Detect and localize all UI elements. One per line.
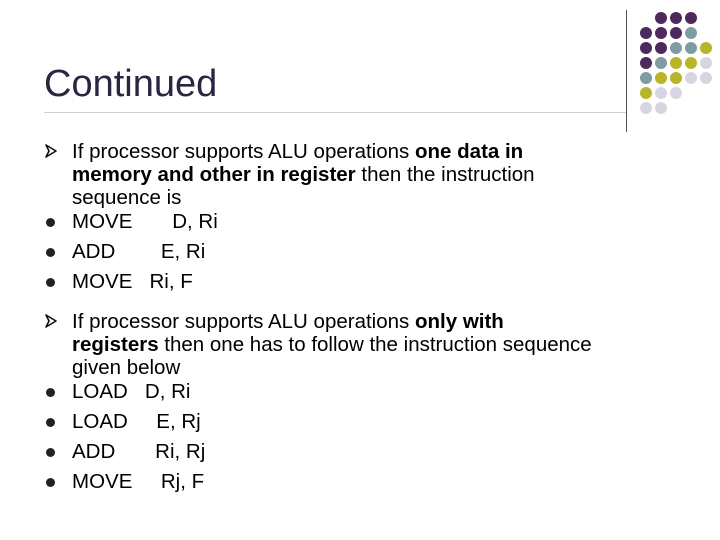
emphasis-text: only with — [415, 310, 504, 333]
arrow-bullet-icon — [44, 314, 58, 328]
disc-bullet-icon — [46, 248, 55, 257]
disc-bullet-icon — [46, 448, 55, 457]
text-run: ADD Ri, Rj — [72, 440, 206, 463]
decorative-dot — [655, 57, 667, 69]
text-run: If processor supports ALU operations — [72, 310, 415, 333]
decorative-dot — [700, 42, 712, 54]
bullet-text-line — [72, 210, 218, 233]
bullet-text-line — [72, 186, 181, 209]
decorative-dot — [655, 102, 667, 114]
text-run: then one has to follow the instruction sequence — [158, 333, 592, 356]
disc-bullet-icon — [46, 388, 55, 397]
emphasis-text: registers — [72, 333, 159, 356]
arrow-bullet-icon — [44, 144, 58, 158]
decorative-dot — [670, 87, 682, 99]
decorative-dot — [640, 42, 652, 54]
decorative-dot — [655, 12, 667, 24]
disc-bullet-icon — [46, 478, 55, 487]
decorative-dot — [640, 102, 652, 114]
text-run: then the instruction — [355, 163, 535, 186]
decorative-dot — [685, 57, 697, 69]
bullet-text-line — [72, 240, 205, 263]
decorative-dot — [640, 27, 652, 39]
bullet-text-line — [72, 270, 193, 293]
decorative-dot — [640, 87, 652, 99]
decorative-dot — [655, 87, 667, 99]
text-run: sequence is — [72, 186, 182, 209]
title-divider — [44, 112, 626, 113]
decorative-dot — [670, 57, 682, 69]
disc-bullet-icon — [46, 278, 55, 287]
text-run: MOVE Ri, F — [72, 270, 193, 293]
disc-bullet-icon — [46, 418, 55, 427]
decorative-dot — [685, 72, 697, 84]
decorative-dot — [685, 12, 697, 24]
text-run: LOAD E, Rj — [72, 410, 201, 433]
decorative-dot — [670, 27, 682, 39]
decorative-dot — [670, 12, 682, 24]
text-run: LOAD D, Ri — [72, 380, 191, 403]
bullet-text-line — [72, 333, 592, 356]
decorative-dot — [655, 27, 667, 39]
bullet-text-line — [72, 310, 504, 333]
decorative-dot — [685, 27, 697, 39]
decorative-dot — [670, 72, 682, 84]
decorative-dot — [640, 57, 652, 69]
emphasis-text: one data in — [415, 140, 524, 163]
decorative-dot — [700, 72, 712, 84]
bullet-text-line — [72, 470, 204, 493]
bullet-text-line — [72, 380, 190, 403]
bullet-text-line — [72, 440, 205, 463]
decorative-dot — [685, 42, 697, 54]
decorative-dot — [670, 42, 682, 54]
disc-bullet-icon — [46, 218, 55, 227]
bullet-text-line — [72, 410, 201, 433]
emphasis-text: memory and other in register — [72, 163, 356, 186]
text-run: MOVE Rj, F — [72, 470, 205, 493]
bullet-text-line — [72, 140, 523, 163]
decorative-dot — [655, 72, 667, 84]
text-run: If processor supports ALU operations — [72, 140, 415, 163]
bullet-text-line — [72, 163, 535, 186]
decorative-dot — [640, 72, 652, 84]
bullet-text-line — [72, 356, 180, 379]
text-run: given below — [72, 356, 181, 379]
slide-title: Continued — [44, 63, 218, 105]
text-run: ADD E, Ri — [72, 240, 206, 263]
text-run: MOVE D, Ri — [72, 210, 218, 233]
decorative-dot — [655, 42, 667, 54]
decorative-dot — [700, 57, 712, 69]
vertical-divider — [626, 10, 627, 132]
